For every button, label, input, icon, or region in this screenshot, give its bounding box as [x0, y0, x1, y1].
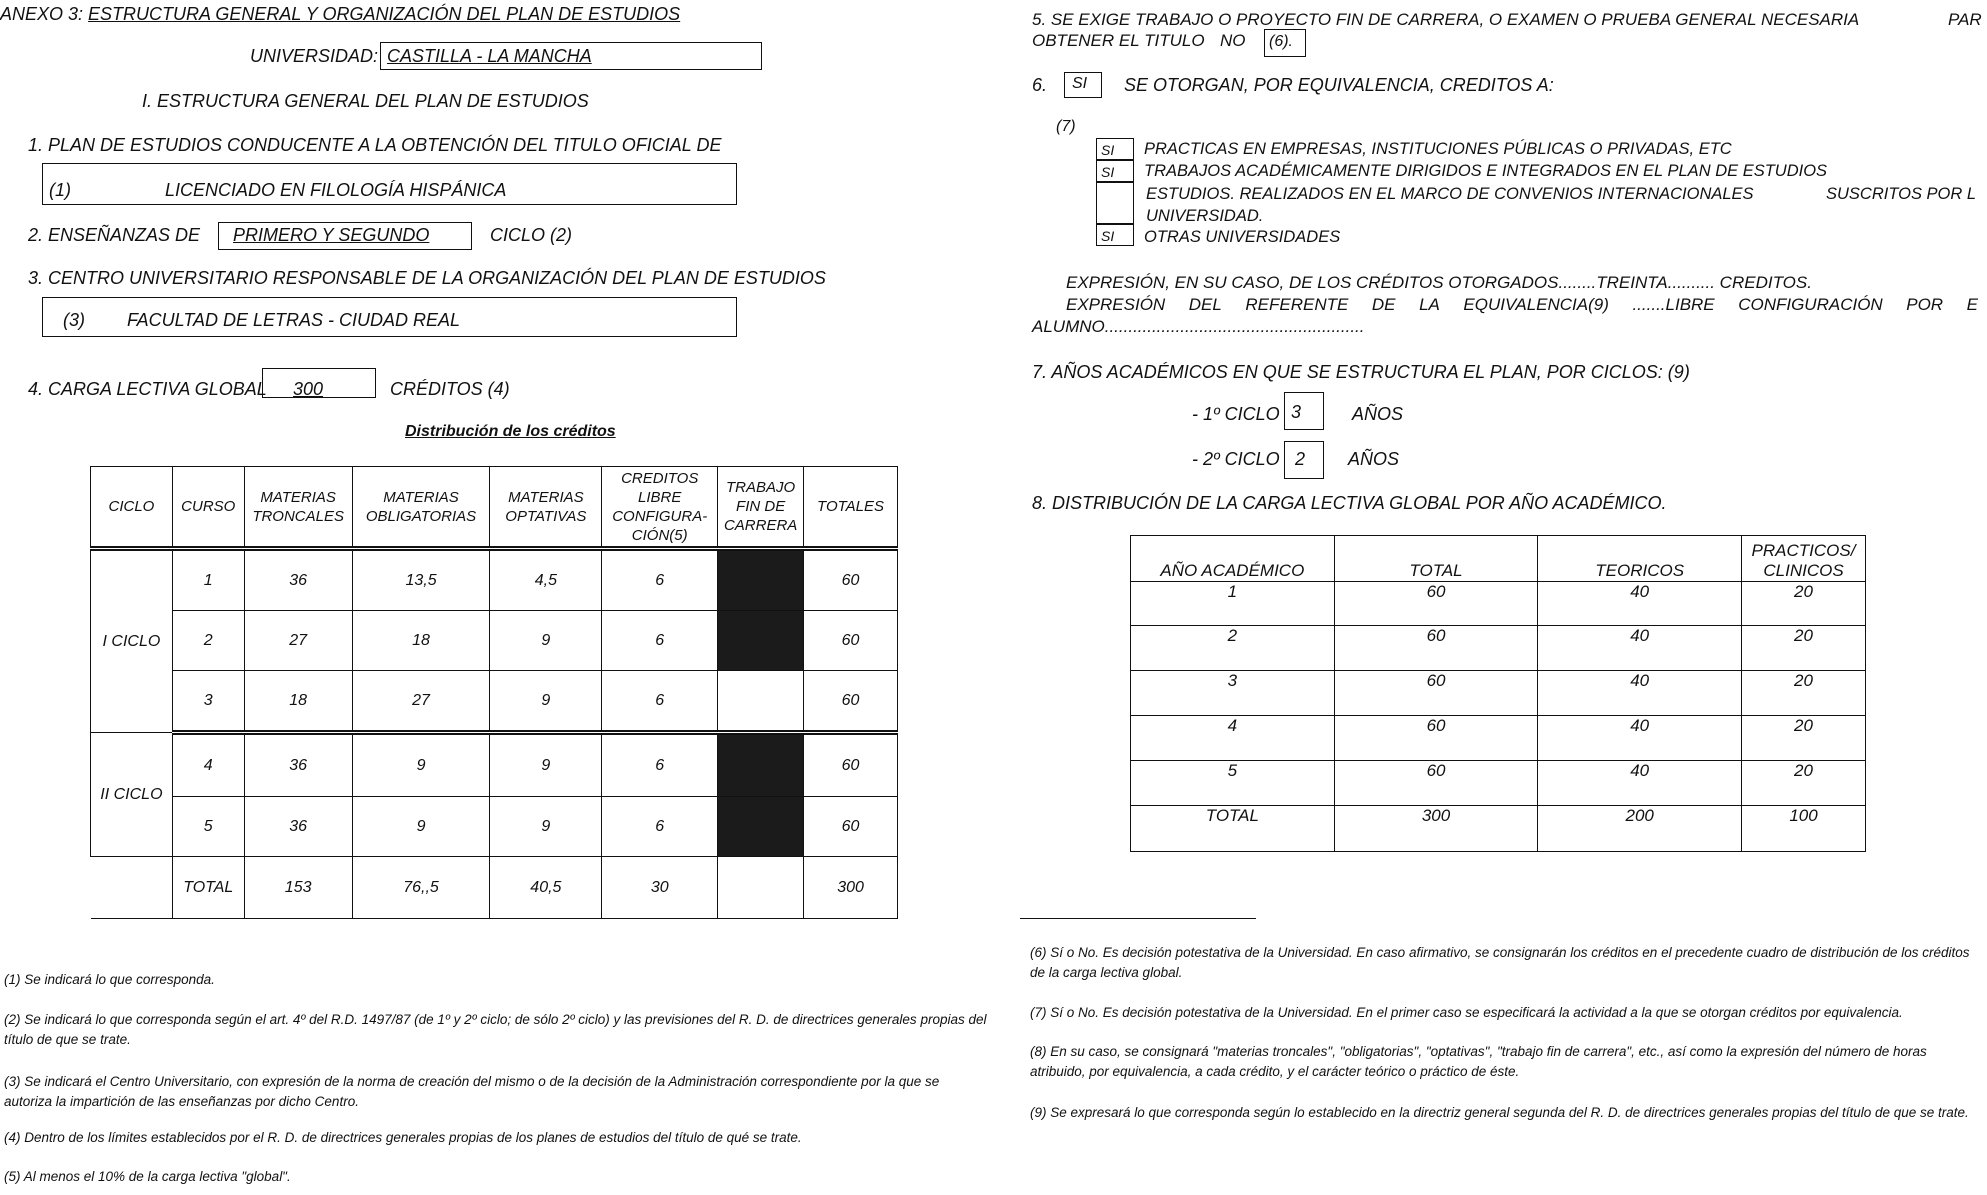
item-7-title: 7. AÑOS ACADÉMICOS EN QUE SE ESTRUCTURA EL PLAN, POR CICLOS: (9): [1032, 362, 1690, 382]
table-cell: 60: [1334, 626, 1538, 671]
table-row: [91, 671, 898, 733]
ciclo-1-anos: AÑOS: [1352, 404, 1404, 424]
academic-table-header: [1131, 536, 1866, 582]
item-6-box-value: SI: [1072, 75, 1088, 92]
ciclo-1-cell: I CICLO: [91, 549, 173, 733]
table-cell: 1: [1131, 582, 1335, 626]
option-3-line2: UNIVERSIDAD.: [1146, 207, 1264, 225]
footnote-3: (3) Se indicará el Centro Universitario, con expresión de la norma de creación del mismo o de la decisión de la Administración correspondiente por la que se autoriza la impartición de las enseñanzas por dicho Centro.: [4, 1074, 940, 1109]
distribution-title: Distribución de los créditos: [405, 423, 616, 440]
table-cell: 18: [244, 671, 352, 733]
redacted-cell: [718, 733, 804, 797]
table-row-total: [1131, 806, 1866, 852]
table-cell: 5: [1131, 761, 1335, 806]
table-cell: 20: [1742, 716, 1866, 761]
ciclo-1-value: 3: [1291, 402, 1302, 422]
table-cell: TOTAL: [1131, 806, 1335, 852]
option-3-tail: SUSCRITOS POR L: [1826, 185, 1977, 203]
table-cell: 300: [1334, 806, 1538, 852]
ciclo-1-label: - 1º CICLO: [1192, 404, 1280, 424]
table-cell: 60: [804, 549, 898, 611]
table-row: [1131, 626, 1866, 671]
footnote-7: (7) Sí o No. Es decisión potestativa de la Universidad. En el primer caso se especificará la actividad a la que se otorgan créditos por equivalencia.: [1030, 1005, 1903, 1020]
footnote-4: (4) Dentro de los límites establecidos por el R. D. de directrices generales propias de los planes de estudios del título de qué se trate.: [4, 1130, 802, 1145]
degree-value: LICENCIADO EN FILOLOGÍA HISPÁNICA: [165, 180, 507, 200]
expr-word: DE: [1371, 295, 1396, 314]
table-row: [91, 611, 898, 671]
header-totales: TOTALES: [804, 467, 898, 549]
table-cell: 40: [1538, 582, 1742, 626]
footnote-5: (5) Al menos el 10% de la carga lectiva "global".: [4, 1169, 291, 1184]
redacted-cell: [718, 549, 804, 611]
table-cell: 153: [244, 857, 352, 919]
teaching-value: PRIMERO Y SEGUNDO: [233, 225, 430, 245]
table-cell: 200: [1538, 806, 1742, 852]
table-cell: 60: [804, 611, 898, 671]
table-cell: 9: [490, 611, 602, 671]
table-cell: 6: [602, 797, 718, 857]
university-field: [380, 42, 762, 70]
table-row: [91, 797, 898, 857]
center-note: (3): [63, 310, 85, 330]
item-5-line2: OBTENER EL TITULO: [1032, 31, 1205, 50]
table-cell: 13,5: [352, 549, 490, 611]
table-cell: 40,5: [490, 857, 602, 919]
university-value: CASTILLA - LA MANCHA: [387, 46, 592, 66]
expr-word: EXPRESIÓN: [1066, 295, 1166, 314]
table-cell: 40: [1538, 716, 1742, 761]
table-cell: 5: [172, 797, 244, 857]
degree-note: (1): [49, 180, 71, 200]
table-cell: 3: [172, 671, 244, 733]
table-cell: 9: [352, 733, 490, 797]
header-obligatorias: MATERIAS OBLIGATORIAS: [352, 467, 490, 549]
table-cell: 40: [1538, 671, 1742, 716]
teaching-field: [218, 222, 472, 250]
item-5-line1: 5. SE EXIGE TRABAJO O PROYECTO FIN DE CARRERA, O EXAMEN O PRUEBA GENERAL NECESARIA: [1032, 10, 1860, 29]
ciclo-2-label: - 2º CICLO: [1192, 449, 1280, 469]
expr-word: EQUIVALENCIA(9): [1463, 295, 1609, 314]
ciclo-2-field: [1284, 441, 1324, 479]
degree-field: [42, 163, 737, 205]
table-cell: 18: [352, 611, 490, 671]
expression-credits: EXPRESIÓN, EN SU CASO, DE LOS CRÉDITOS OTORGADOS........TREINTA.......... CREDITOS.: [1066, 273, 1812, 292]
table-row: [1131, 582, 1866, 626]
option-3-checkbox[interactable]: [1096, 182, 1134, 224]
table-cell: 40: [1538, 761, 1742, 806]
university-label: UNIVERSIDAD:: [250, 46, 379, 66]
table-cell: TOTAL: [172, 857, 244, 919]
item-5-box: [1264, 29, 1306, 57]
expr-word: E: [1966, 295, 1978, 314]
table-cell: 36: [244, 733, 352, 797]
ciclo-1-field: [1284, 392, 1324, 430]
table-cell: 1: [172, 549, 244, 611]
item-2-suffix: CICLO (2): [490, 225, 573, 245]
footnote-6: (6) Sí o No. Es decisión potestativa de la Universidad. En caso afirmativo, se consignarán los créditos en el precedente cuadro de distribución de los créditos de la carga lectiva global.: [1030, 945, 1970, 980]
table-cell: 20: [1742, 582, 1866, 626]
item-5-par: PAR: [1948, 10, 1982, 29]
table-cell: 100: [1742, 806, 1866, 852]
option-4-text: OTRAS UNIVERSIDADES: [1144, 228, 1341, 246]
expr-word: POR: [1906, 295, 1944, 314]
table-cell: 20: [1742, 626, 1866, 671]
table-row: [91, 733, 898, 797]
item-8-title: 8. DISTRIBUCIÓN DE LA CARGA LECTIVA GLOBAL POR AÑO ACADÉMICO.: [1032, 493, 1667, 513]
table-cell: 9: [490, 671, 602, 733]
expr-word: DEL: [1188, 295, 1222, 314]
expr-word: CONFIGURACIÓN: [1738, 295, 1883, 314]
table-cell: 27: [244, 611, 352, 671]
table-row: [1131, 716, 1866, 761]
header-teoricos: TEORICOS: [1538, 536, 1742, 582]
option-3-text: ESTUDIOS. REALIZADOS EN EL MARCO DE CONVENIOS INTERNACIONALES: [1146, 185, 1754, 203]
table-cell: 9: [490, 797, 602, 857]
header-optativas: MATERIAS OPTATIVAS: [490, 467, 602, 549]
table-cell: 6: [602, 671, 718, 733]
table-cell: 6: [602, 733, 718, 797]
section-title: I. ESTRUCTURA GENERAL DEL PLAN DE ESTUDIOS: [142, 91, 589, 111]
header-practicos: PRACTICOS/ CLINICOS: [1742, 536, 1866, 582]
footnote-9: (9) Se expresará lo que corresponda según lo establecido en la directriz general segunda del R. D. de directrices generales propias del título de que se trate.: [1030, 1105, 1969, 1120]
header-ano: AÑO ACADÉMICO: [1131, 536, 1335, 582]
table-cell: 300: [804, 857, 898, 919]
table-cell: 40: [1538, 626, 1742, 671]
table-cell: 2: [172, 611, 244, 671]
table-row-total: [91, 857, 898, 919]
item-3: 3. CENTRO UNIVERSITARIO RESPONSABLE DE LA ORGANIZACIÓN DEL PLAN DE ESTUDIOS: [28, 268, 826, 288]
item-1: 1. PLAN DE ESTUDIOS CONDUCENTE A LA OBTENCIÓN DEL TITULO OFICIAL DE: [28, 135, 722, 155]
ciclo-2-cell: II CICLO: [91, 733, 173, 857]
center-field: [42, 297, 737, 337]
annex-heading: [0, 4, 680, 25]
center-value: FACULTAD DE LETRAS - CIUDAD REAL: [127, 310, 461, 330]
table-cell: [718, 857, 804, 919]
table-cell: 60: [1334, 761, 1538, 806]
footnote-2: (2) Se indicará lo que corresponda según el art. 4º del R.D. 1497/87 (de 1º y 2º ciclo; de sólo 2º ciclo) y las previsiones del R. D. de directrices generales propias del título de que se trate.: [4, 1012, 987, 1047]
table-cell: 27: [352, 671, 490, 733]
table-cell: 4,5: [490, 549, 602, 611]
table-cell: 60: [804, 733, 898, 797]
table-cell: 3: [1131, 671, 1335, 716]
annex-prefix: ANEXO 3:: [0, 4, 84, 24]
table-cell: 60: [804, 797, 898, 857]
table-cell: 30: [602, 857, 718, 919]
item-6-text: SE OTORGAN, POR EQUIVALENCIA, CREDITOS A:: [1124, 75, 1554, 95]
option-1-checkbox[interactable]: SI: [1096, 138, 1134, 160]
option-1-text: PRACTICAS EN EMPRESAS, INSTITUCIONES PÚBLICAS O PRIVADAS, ETC: [1144, 140, 1732, 158]
expression-referent: [1066, 295, 1978, 315]
redacted-cell: [718, 797, 804, 857]
table-row: [1131, 671, 1866, 716]
expr-word: .......LIBRE: [1632, 295, 1715, 314]
ciclo-2-anos: AÑOS: [1348, 449, 1400, 469]
item-7-note: (7): [1056, 118, 1076, 135]
credits-table: [90, 466, 898, 919]
credits-field: [262, 368, 376, 398]
item-2-label: 2. ENSEÑANZAS DE: [28, 225, 201, 245]
annex-title: ESTRUCTURA GENERAL Y ORGANIZACIÓN DEL PLAN DE ESTUDIOS: [88, 4, 681, 24]
item-5-no: NO: [1220, 31, 1246, 50]
option-2-checkbox[interactable]: SI: [1096, 160, 1134, 182]
footnote-divider: [1020, 918, 1256, 919]
table-row: [1131, 761, 1866, 806]
expr-word: REFERENTE: [1245, 295, 1349, 314]
header-total: TOTAL: [1334, 536, 1538, 582]
item-6-box: [1064, 72, 1102, 98]
table-cell: 4: [172, 733, 244, 797]
item-4-label: 4. CARGA LECTIVA GLOBAL: [28, 379, 267, 399]
table-cell: 9: [490, 733, 602, 797]
empty-cell: [91, 857, 173, 919]
header-troncales: MATERIAS TRONCALES: [244, 467, 352, 549]
item-5-box-value: (6).: [1269, 33, 1293, 50]
item-6-label: 6.: [1032, 75, 1048, 95]
table-cell: 36: [244, 549, 352, 611]
option-4-checkbox[interactable]: SI: [1096, 224, 1134, 246]
table-cell: 6: [602, 549, 718, 611]
header-ciclo: CICLO: [91, 467, 173, 549]
redacted-cell: [718, 611, 804, 671]
academic-year-table: [1130, 535, 1866, 852]
table-cell: [718, 671, 804, 733]
table-cell: 20: [1742, 761, 1866, 806]
table-cell: 20: [1742, 671, 1866, 716]
table-cell: 60: [1334, 582, 1538, 626]
table-cell: 60: [1334, 671, 1538, 716]
table-cell: 76,,5: [352, 857, 490, 919]
header-libre-configuracion: CREDITOS LIBRE CONFIGURA-CIÓN(5): [602, 467, 718, 549]
footnote-8: (8) En su caso, se consignará "materias troncales", "obligatorias", "optativas", "trabajo fin de carrera", etc., así como la expresión del número de horas atribuido, por equivalencia, a cada crédito, y el carácter teórico o práctico de éste.: [1030, 1044, 1927, 1079]
ciclo-2-value: 2: [1295, 449, 1306, 469]
table-cell: 9: [352, 797, 490, 857]
table-cell: 60: [1334, 716, 1538, 761]
item-4-suffix: CRÉDITOS (4): [390, 379, 510, 399]
table-cell: 36: [244, 797, 352, 857]
credits-value: 300: [293, 379, 324, 399]
table-row: [91, 549, 898, 611]
option-2-text: TRABAJOS ACADÉMICAMENTE DIRIGIDOS E INTEGRADOS EN EL PLAN DE ESTUDIOS: [1144, 162, 1828, 180]
table-cell: 4: [1131, 716, 1335, 761]
table-cell: 60: [804, 671, 898, 733]
expression-line2: ALUMNO.......................................................: [1032, 317, 1365, 336]
header-curso: CURSO: [172, 467, 244, 549]
table-cell: 2: [1131, 626, 1335, 671]
table-cell: 6: [602, 611, 718, 671]
footnote-1: (1) Se indicará lo que corresponda.: [4, 972, 215, 987]
header-trabajo-fin-carrera: TRABAJO FIN DE CARRERA: [718, 467, 804, 549]
expr-word: LA: [1419, 295, 1440, 314]
credits-table-header: [91, 467, 898, 549]
